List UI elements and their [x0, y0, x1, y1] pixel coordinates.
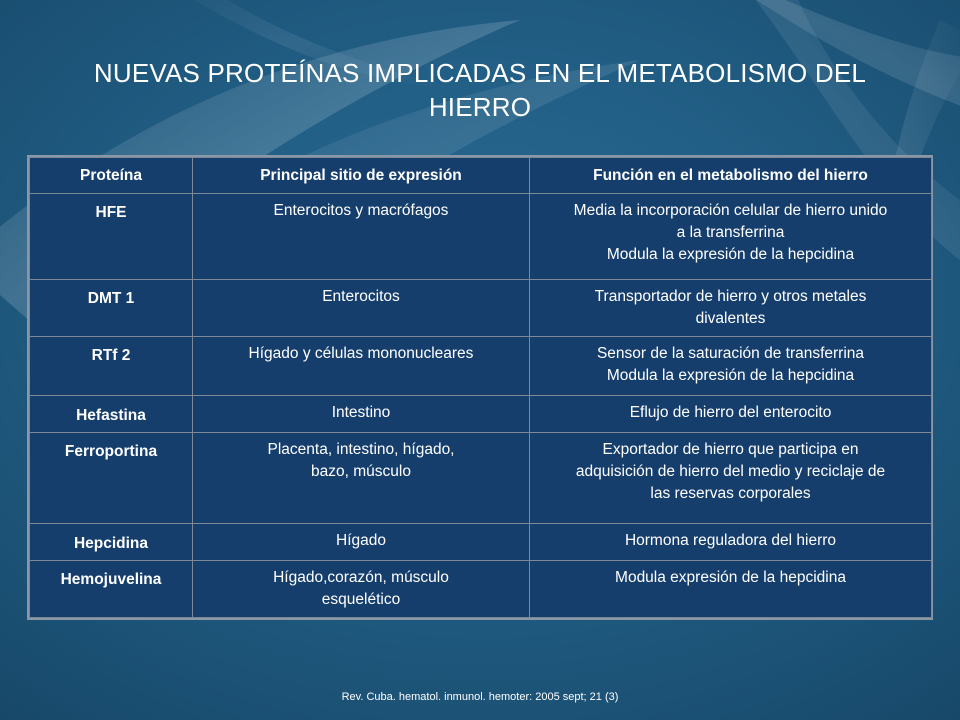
header-protein: Proteína	[30, 158, 193, 194]
table-row	[30, 396, 932, 433]
cell-line: Modula la expresión de la hepcidina	[606, 367, 855, 385]
table-row	[30, 561, 932, 618]
iron-function	[530, 194, 932, 280]
cell-line: Enterocitos	[322, 288, 400, 306]
protein-name: Hepcidina	[30, 524, 193, 561]
cell-line: Hormona reguladora del hierro	[624, 532, 837, 550]
cell-line: Placenta, intestino, hígado,	[267, 440, 455, 458]
protein-name: HFE	[30, 194, 193, 280]
cell-line: Transportador de hierro y otros metales	[594, 288, 867, 306]
iron-function	[530, 280, 932, 337]
cell-line: Sensor de la saturación de transferrina	[596, 345, 865, 363]
protein-name: Ferroportina	[30, 432, 193, 524]
citation-footer: Rev. Cuba. hematol. inmunol. hemoter: 2005 sept; 21 (3)	[341, 691, 619, 703]
cell-line: divalentes	[695, 310, 766, 328]
cell-line: las reservas corporales	[650, 484, 811, 502]
expression-site	[193, 337, 530, 396]
cell-line: Intestino	[331, 404, 391, 422]
iron-function	[530, 337, 932, 396]
cell-line: Modula la expresión de la hepcidina	[606, 246, 855, 263]
protein-name: DMT 1	[30, 280, 193, 337]
expression-site	[193, 524, 530, 561]
cell-line: Exportador de hierro que participa en	[602, 440, 859, 458]
table-row	[30, 432, 932, 524]
proteins-table-grid	[29, 157, 932, 618]
expression-site	[193, 280, 530, 337]
table-header-row	[30, 158, 932, 194]
table-row	[30, 280, 932, 337]
protein-name: Hefastina	[30, 396, 193, 433]
cell-line: a la transferrina	[676, 224, 785, 241]
iron-function	[530, 432, 932, 524]
cell-line: adquisición de hierro del medio y reciclaje de	[575, 462, 886, 480]
expression-site	[193, 561, 530, 618]
protein-name: RTf 2	[30, 337, 193, 396]
header-expression-site: Principal sitio de expresión	[193, 158, 530, 194]
cell-line: bazo, músculo	[311, 462, 411, 480]
iron-function	[530, 524, 932, 561]
expression-site	[193, 194, 530, 280]
expression-site	[193, 396, 530, 433]
cell-line: Media la incorporación celular de hierro unido	[573, 202, 888, 219]
slide-title: NUEVAS PROTEÍNAS IMPLICADAS EN EL METABOLISMO DEL HIERRO	[93, 58, 867, 122]
expression-site	[193, 432, 530, 524]
iron-function	[530, 396, 932, 433]
table-row	[30, 337, 932, 396]
iron-function	[530, 561, 932, 618]
table-row	[30, 524, 932, 561]
cell-line: Eflujo de hierro del enterocito	[629, 404, 832, 422]
table-row	[30, 194, 932, 280]
header-iron-function: Función en el metabolismo del hierro	[530, 158, 932, 194]
cell-line: esquelético	[321, 591, 401, 609]
cell-line: Hígado	[336, 532, 386, 550]
cell-line: Hígado y células mononucleares	[248, 345, 474, 363]
cell-line: Enterocitos y macrófagos	[273, 202, 449, 219]
cell-line: Hígado,corazón, músculo	[273, 569, 449, 587]
protein-name: Hemojuvelina	[30, 561, 193, 618]
cell-line: Modula expresión de la hepcidina	[615, 569, 846, 587]
proteins-table	[27, 155, 933, 620]
